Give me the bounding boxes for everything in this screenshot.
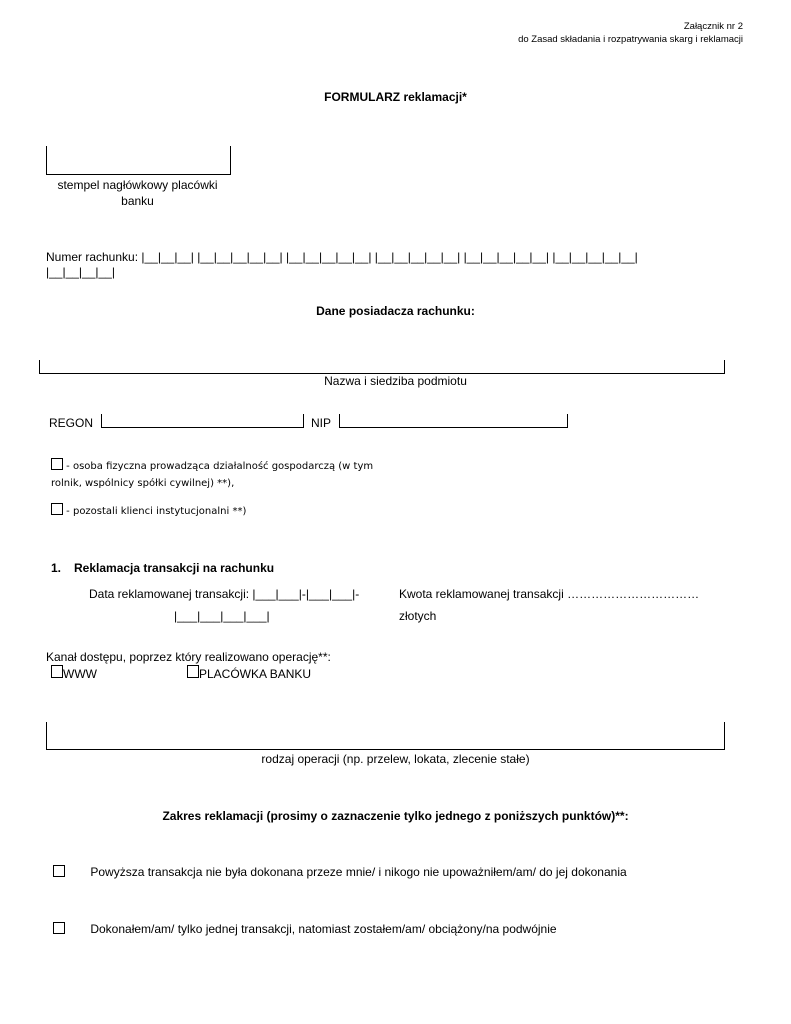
sole-trader-checkbox[interactable] [51, 458, 63, 470]
other-institutional-checkbox[interactable] [51, 503, 63, 515]
scope-item-double-charge [53, 922, 557, 936]
www-label: WWW [63, 667, 97, 681]
unauthorized-checkbox[interactable] [53, 865, 65, 877]
unauthorized-label: Powyższa transakcja nie była dokonana przeze mnie/ i nikogo nie upoważniłem/am/ do jej dokonania [90, 865, 627, 879]
section1-heading: Reklamacja transakcji na rachunku [74, 561, 275, 575]
nip-label: NIP [311, 416, 332, 430]
regon-field[interactable] [101, 414, 304, 428]
entity-name-label: Nazwa i siedziba podmiotu [324, 374, 467, 388]
client-type-option-sole-trader [51, 458, 373, 492]
operation-type-field[interactable] [46, 722, 725, 750]
account-number-boxes-continued[interactable]: |__|__|__|__| [46, 265, 115, 279]
transaction-date-label: Data reklamowanej transakcji: [89, 587, 250, 601]
entity-name-field[interactable] [39, 360, 725, 374]
complaint-scope-heading: Zakres reklamacji (prosimy o zaznaczenie tylko jednego z poniższych punktów)**: [162, 809, 629, 823]
transaction-date-year-boxes[interactable]: |___|___|___|___| [174, 609, 270, 623]
form-title: FORMULARZ reklamacji* [324, 90, 467, 104]
account-number-label: Numer rachunku: [46, 250, 139, 264]
account-number-field[interactable] [46, 250, 638, 280]
attachment-number: Załącznik nr 2 [683, 21, 743, 32]
stamp-label-line1: stempel nagłówkowy placówki [57, 178, 218, 192]
currency-label: złotych [399, 609, 437, 623]
nip-field[interactable] [339, 414, 568, 428]
client-type-option-other [51, 503, 246, 520]
channel-option-branch [187, 665, 311, 681]
double-charge-checkbox[interactable] [53, 922, 65, 934]
transaction-date-boxes[interactable]: |___|___|-|___|___|- [252, 587, 360, 601]
section1-number: 1. [51, 561, 62, 575]
sole-trader-label-line2: rolnik, wspólnicy spółki cywilnej) **), [51, 478, 235, 489]
access-channel-label: Kanał dostępu, poprzez który realizowano operację**: [46, 650, 331, 664]
transaction-amount-label[interactable]: Kwota reklamowanej transakcji …………………………… [399, 587, 700, 601]
bank-stamp-label [46, 177, 229, 209]
double-charge-label: Dokonałem/am/ tylko jednej transakcji, natomiast zostałem/am/ obciążony/na podwójnie [90, 922, 557, 936]
account-holder-heading: Dane posiadacza rachunku: [316, 304, 475, 318]
bank-stamp-box[interactable] [46, 146, 231, 175]
branch-checkbox[interactable] [187, 665, 199, 678]
channel-option-www [51, 665, 97, 681]
regon-label: REGON [49, 416, 94, 430]
attachment-reference: do Zasad składania i rozpatrywania skarg i reklamacji [518, 34, 743, 45]
operation-type-label: rodzaj operacji (np. przelew, lokata, zlecenie stałe) [261, 752, 530, 766]
account-number-boxes[interactable]: |__|__|__| |__|__|__|__|__| |__|__|__|__|__| |__|__|__|__|__| |__|__|__|__|__| |__|__|__|__|__| [141, 250, 638, 264]
attachment-header [518, 20, 743, 46]
transaction-date-row [89, 587, 359, 601]
branch-label: PLACÓWKA BANKU [199, 667, 312, 681]
sole-trader-label-line1: - osoba fizyczna prowadząca działalność gospodarczą (w tym [63, 461, 374, 472]
scope-item-unauthorized [53, 865, 627, 879]
www-checkbox[interactable] [51, 665, 63, 678]
stamp-label-line2: banku [121, 194, 154, 208]
other-institutional-label: - pozostali klienci instytucjonalni **) [63, 506, 247, 517]
